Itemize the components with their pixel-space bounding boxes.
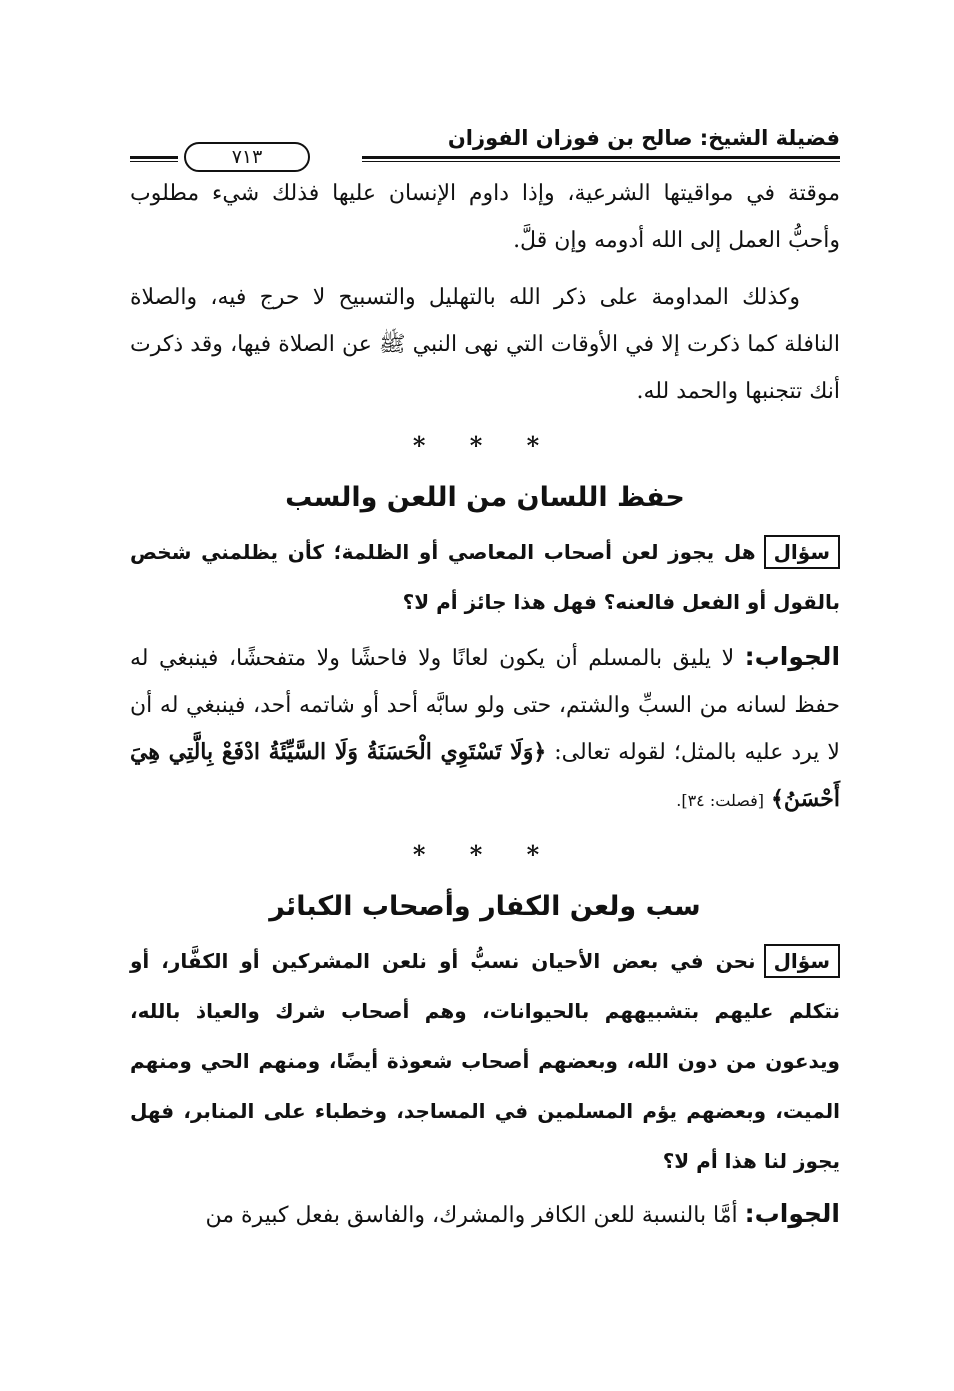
- quran-verse: ﴿وَلَا تَسْتَوِي الْحَسَنَةُ وَلَا السَّيِّئَةُ ادْفَعْ بِالَّتِي هِيَ أَحْسَنُ﴾: [130, 739, 840, 812]
- question-2: [130, 936, 840, 1186]
- running-title: فضيلة الشيخ: صالح بن فوزان الفوزان: [447, 126, 840, 150]
- question-2-text: نحن في بعض الأحيان نسبُّ أو نلعن المشركين أو الكفَّار، أو نتكلم عليهم بتشبيههم بالحيوانات، وهم أصحاب شرك والعياذ بالله، ويدعون من دون الله، وبعضهم أصحاب شعوذة أيضًا، ومنهم الحي ومنهم الميت، وبعضهم يؤم المسلمين في المساجد، وخطباء على المنابر، فهل يجوز لنا هذا أم لا؟: [130, 949, 840, 1173]
- page-number: ٧١٣: [184, 142, 310, 172]
- answer-1-text: لا يليق بالمسلم أن يكون لعانًا ولا فاحشًا ولا متفحشًا، فينبغي له حفظ لسانه من السبِّ والشتم، حتى ولو سابَّه أحد أو شاتمه أحد، فينبغي له أن لا يرد عليه بالمثل؛ لقوله تعالى:: [130, 646, 840, 765]
- header-rule-left: [130, 156, 178, 162]
- page-header: [130, 100, 840, 170]
- question-tag-2: سؤال: [764, 944, 840, 978]
- answer-2: [130, 1190, 840, 1239]
- answer-1: [130, 633, 840, 824]
- section-title-1: حفظ اللسان من اللعن والسب: [285, 482, 685, 513]
- answer-2-text: أمَّا بالنسبة للعن الكافر والمشرك، والفاسق بفعل كبيرة من: [205, 1203, 738, 1228]
- question-1: [130, 527, 840, 627]
- answer-label-2: الجواب:: [744, 1199, 840, 1228]
- question-tag-1: سؤال: [764, 535, 840, 569]
- header-rule-right: [362, 156, 840, 162]
- paragraph-1: موقتة في مواقيتها الشرعية، وإذا داوم الإنسان عليها فذلك شيء مطلوب وأحبُّ العمل إلى الله أدومه وإن قلَّ.: [130, 181, 840, 253]
- book-page: [130, 100, 840, 1239]
- separator-stars-1: * * *: [412, 431, 558, 460]
- section-title-2: سب ولعن الكفار وأصحاب الكبائر: [269, 891, 701, 922]
- separator-stars-2: * * *: [412, 840, 558, 869]
- answer-label-1: الجواب:: [744, 642, 841, 671]
- paragraph-2: وكذلك المداومة على ذكر الله بالتهليل والتسبيح لا حرج فيه، والصلاة النافلة كما ذكرت إلا في الأوقات التي نهى النبي ﷺ عن الصلاة فيها، وقد ذكرت أنك تتجنبها والحمد لله.: [130, 285, 840, 404]
- question-1-text: هل يجوز لعن أصحاب المعاصي أو الظلمة؛ كأن يظلمني شخص بالقول أو الفعل فالعنه؟ فهل هذا جائز أم لا؟: [130, 540, 840, 614]
- quran-reference: [فصلت: ٣٤].: [676, 791, 765, 810]
